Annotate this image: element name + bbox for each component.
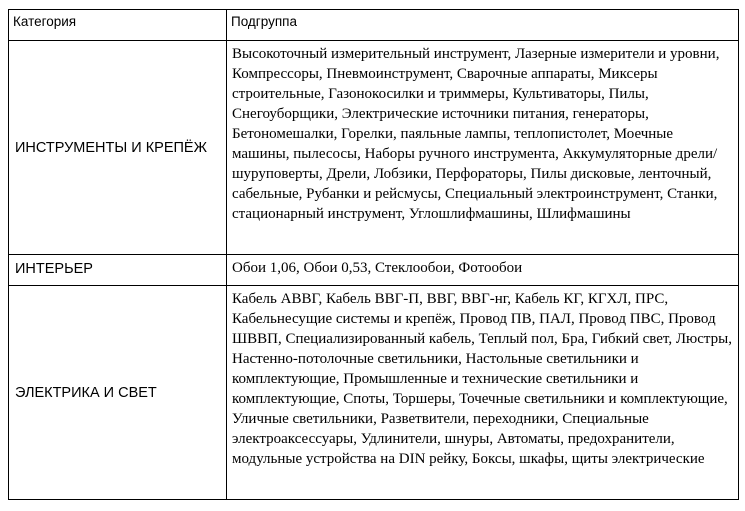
subgroup-cell <box>227 255 739 286</box>
header-subgroup-label: Подгруппа <box>231 14 297 29</box>
subgroup-cell <box>227 41 739 255</box>
subgroup-cell <box>227 286 739 500</box>
header-category-label: Категория <box>13 14 77 29</box>
table-row <box>9 255 739 286</box>
category-table-container <box>8 9 738 500</box>
header-category-cell <box>9 10 227 41</box>
category-cell <box>9 255 227 286</box>
subgroup-list: Высокоточный измерительный инструмент, Лазерные измерители и уровни, Компрессоры, Пневмоинструмент, Сварочные аппараты, Миксеры строительные, Газонокосилки и триммеры, Культиваторы, Пилы, Снегоуборщики, Электрические источники питания, генераторы, Бетономешалки, Горелки, паяльные лампы, теплопистолет, Моечные машины, пылесосы, Наборы ручного инструмента, Аккумуляторные дрели/шуруповерты, Дрели, Лобзики, Перфораторы, Пилы дисковые, ленточный, сабельные, Рубанки и рейсмусы, Специальный электроинструмент, Станки, стационарный инструмент, Углошлифмашины, Шлифмашины <box>232 46 720 222</box>
table-row <box>9 286 739 500</box>
category-label: ЭЛЕКТРИКА И СВЕТ <box>15 384 157 401</box>
category-label: ИНСТРУМЕНТЫ И КРЕПЁЖ <box>15 139 207 156</box>
subgroup-list: Кабель АВВГ, Кабель ВВГ-П, ВВГ, ВВГ-нг, Кабель КГ, КГХЛ, ПРС, Кабельнесущие системы и крепёж, Провод ПВ, ПАЛ, Провод ПВС, Провод ШВВП, Специализированный кабель, Теплый пол, Бра, Гибкий свет, Люстры, Настенно-потолочные светильники, Настольные светильники и комплектующие, Промышленные и технические светильники и комплектующие, Споты, Торшеры, Точечные светильники и комплектующие, Уличные светильники, Разветвители, переходники, Специальные электроаксессуары, Удлинители, шнуры, Автоматы, предохранители, модульные устройства на DIN рейку, Боксы, шкафы, щиты электрические <box>232 291 732 467</box>
subgroup-list: Обои 1,06, Обои 0,53, Стеклообои, Фотообои <box>232 260 523 276</box>
header-subgroup-cell <box>227 10 739 41</box>
category-cell <box>9 41 227 255</box>
category-label: ИНТЕРЬЕР <box>15 261 93 277</box>
table-header-row <box>9 10 739 41</box>
category-cell <box>9 286 227 500</box>
category-table <box>8 9 739 500</box>
table-row <box>9 41 739 255</box>
